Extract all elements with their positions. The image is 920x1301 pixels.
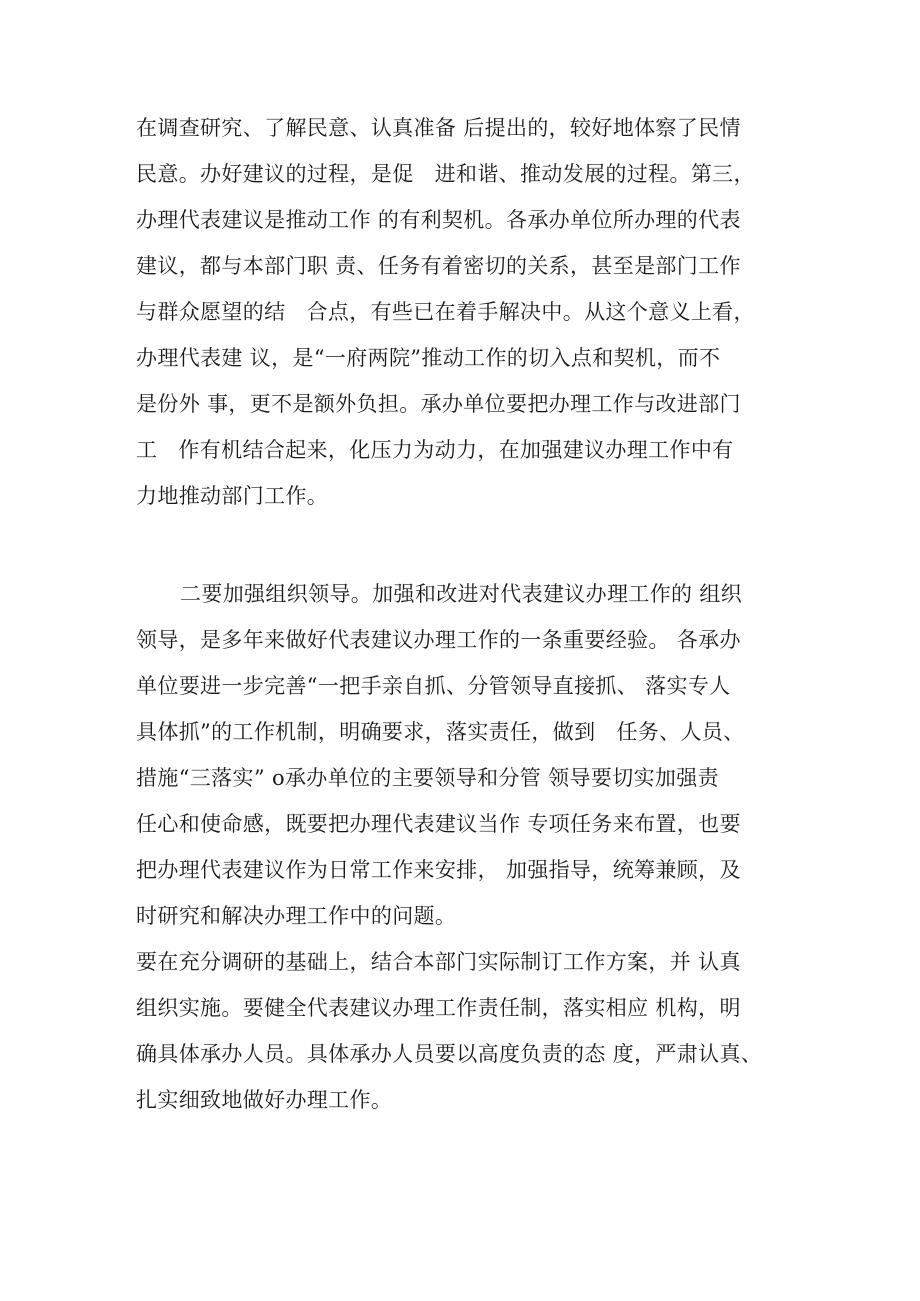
paragraph-2-line-3: 单位要进一步完善“一把手亲自抓、分管领导直接抓、 落实专人 (136, 674, 731, 698)
paragraph-1-line-1: 在调查研究、了解民意、认真准备 后提出的，较好地体察了民情 (136, 116, 741, 140)
paragraph-2-line-6: 任心和使命感，既要把办理代表建议当作 专项任务来布置，也要 (136, 812, 741, 836)
paragraph-1-line-7: 是份外 事，更不是额外负担。承办单位要把办理工作与改进部门 (136, 392, 741, 416)
paragraph-2-line-4: 具体抓”的工作机制，明确要求，落实责任，做到 任务、人员、 (136, 720, 745, 744)
paragraph-1-line-3: 办理代表建议是推动工作 的有利契机。各承办单位所办理的代表 (136, 208, 741, 232)
paragraph-1-line-2: 民意。办好建议的过程，是促 进和谐、推动发展的过程。第三， (136, 162, 755, 186)
paragraph-2-line-8: 时研究和解决办理工作中的问题。 (136, 904, 457, 928)
paragraph-1-line-5: 与群众愿望的结 合点，有些已在着手解决中。从这个意义上看， (136, 300, 755, 324)
paragraph-1-line-4: 建议，都与本部门职 责、任务有着密切的关系，甚至是部门工作 (136, 254, 741, 278)
paragraph-1-line-9: 力地推动部门工作。 (136, 484, 329, 508)
paragraph-2-line-1: 二要加强组织领导。加强和改进对代表建议办理工作的 组织 (180, 582, 743, 606)
paragraph-2-line-5: 措施“三落实” o承办单位的主要领导和分管 领导要切实加强责 (136, 766, 719, 790)
paragraph-1-line-8: 工 作有机结合起来，化压力为动力，在加强建议办理工作中有 (136, 438, 734, 462)
paragraph-3-line-4: 扎实细致地做好办理工作。 (136, 1088, 393, 1112)
paragraph-2-line-2: 领导，是多年来做好代表建议办理工作的一条重要经验。 各承办 (136, 628, 741, 652)
paragraph-3-line-3: 确具体承办人员。具体承办人员要以高度负责的态 度，严肃认真、 (136, 1042, 763, 1066)
paragraph-1-line-6: 办理代表建 议，是“一府两院”推动工作的切入点和契机，而不 (136, 346, 721, 370)
paragraph-3-line-1: 要在充分调研的基础上，结合本部门实际制订工作方案，并 认真 (136, 950, 741, 974)
paragraph-3-line-2: 组织实施。要健全代表建议办理工作责任制，落实相应 机构，明 (136, 996, 741, 1020)
paragraph-2-line-7: 把办理代表建议作为日常工作来安排， 加强指导，统筹兼顾，及 (136, 858, 741, 882)
